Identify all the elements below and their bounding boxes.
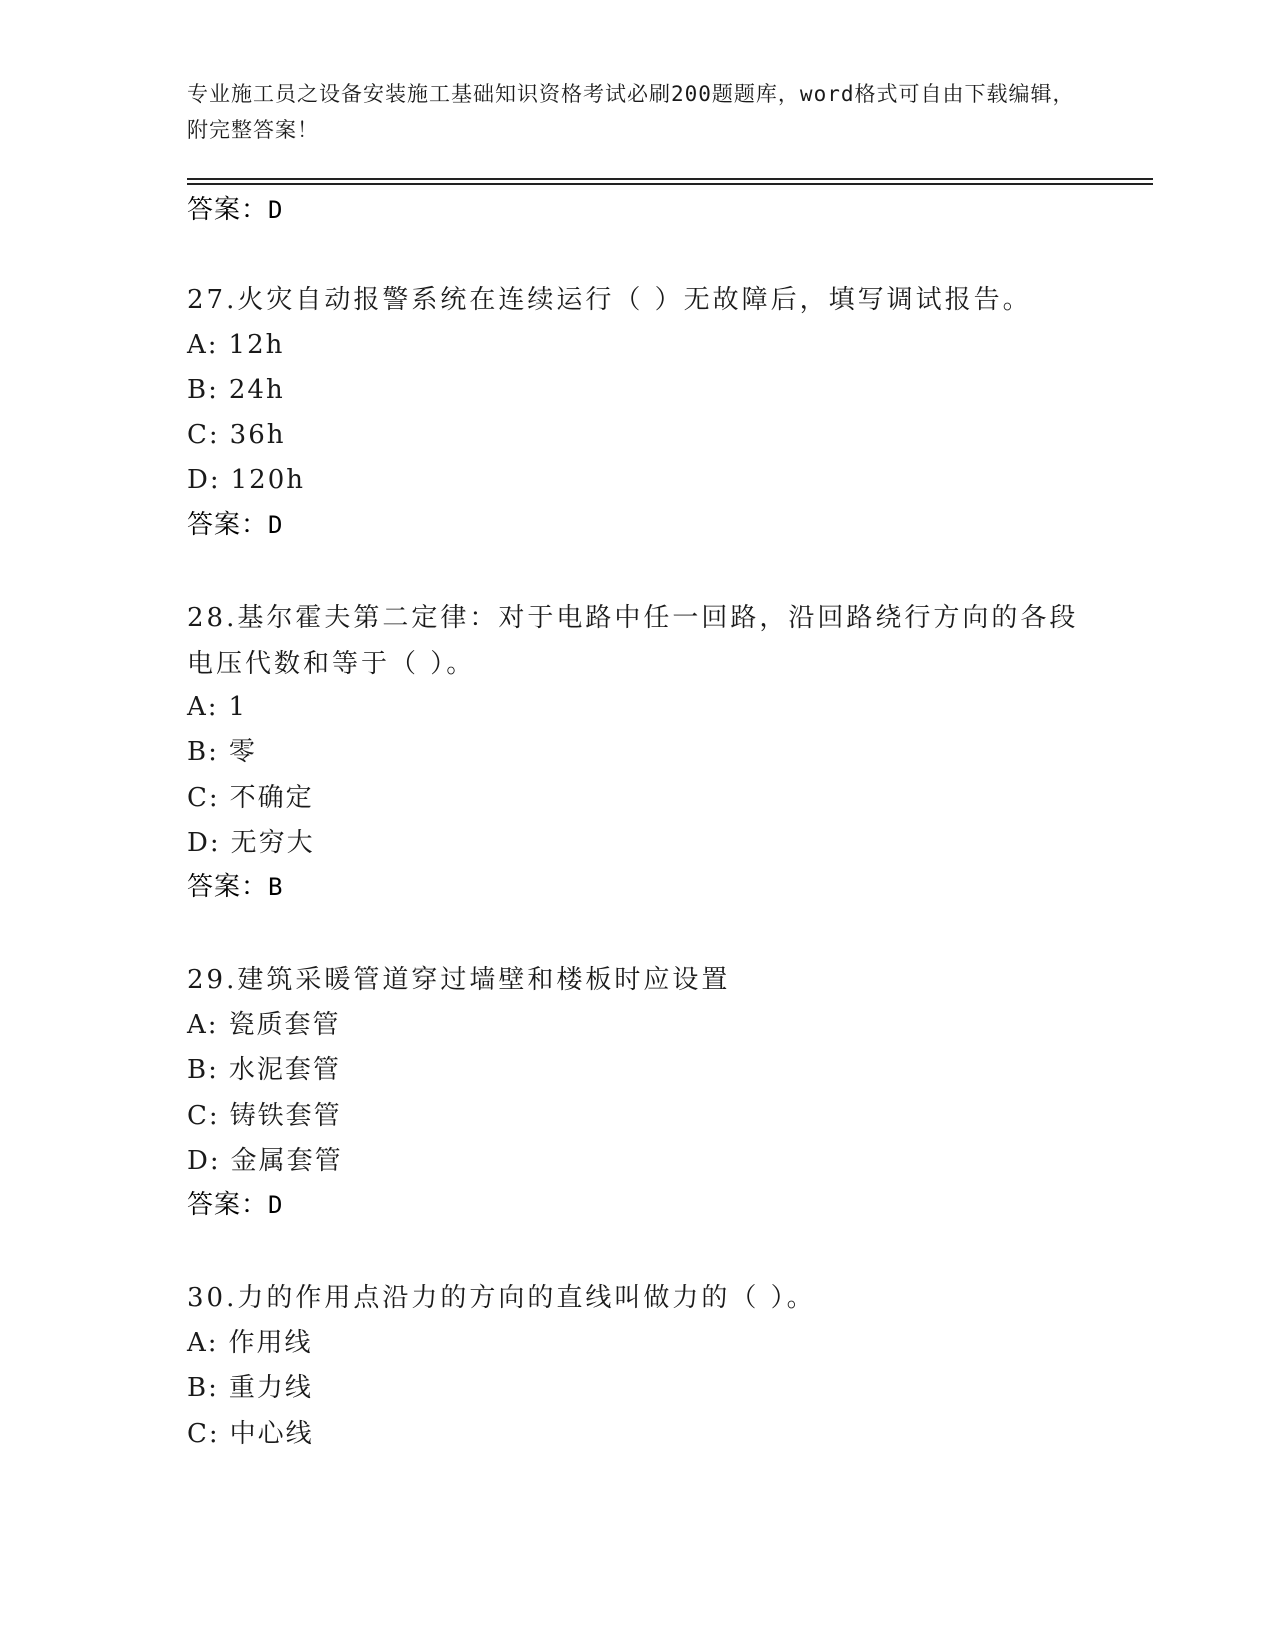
question-30-option-b xyxy=(187,1371,313,1405)
answer-label: 答案： xyxy=(187,872,269,902)
previous-answer xyxy=(187,193,283,227)
option-text: 水泥套管 xyxy=(228,1055,341,1085)
question-27-option-b xyxy=(187,373,285,407)
question-27-answer xyxy=(187,508,283,542)
option-key: A: xyxy=(187,692,219,722)
question-28-option-b xyxy=(187,735,257,769)
option-key: B: xyxy=(187,375,219,405)
option-key: C: xyxy=(187,420,220,450)
answer-value: B xyxy=(268,873,284,901)
question-30-option-c xyxy=(187,1417,314,1451)
question-29-stem: 29.建筑采暖管道穿过墙壁和楼板时应设置 xyxy=(187,965,731,995)
option-key: D: xyxy=(187,828,221,858)
option-key: B: xyxy=(187,737,219,767)
question-27-option-d xyxy=(187,463,305,497)
option-text: 36h xyxy=(229,420,286,450)
option-text: 不确定 xyxy=(229,783,314,813)
answer-label: 答案： xyxy=(187,510,269,540)
option-key: B: xyxy=(187,1055,219,1085)
option-text: 重力线 xyxy=(228,1373,313,1403)
question-29-option-a xyxy=(187,1008,341,1042)
option-key: D: xyxy=(187,1146,221,1176)
option-text: 铸铁套管 xyxy=(229,1101,342,1131)
question-29-option-b xyxy=(187,1053,341,1087)
question-29-option-d xyxy=(187,1144,343,1178)
option-text: 24h xyxy=(228,375,285,405)
question-29-option-c xyxy=(187,1099,342,1133)
option-text: 12h xyxy=(228,330,285,360)
option-text: 作用线 xyxy=(228,1328,313,1358)
question-30-option-a xyxy=(187,1326,313,1360)
question-30-stem: 30.力的作用点沿力的方向的直线叫做力的（ ）。 xyxy=(187,1283,816,1313)
option-text: 零 xyxy=(228,737,257,767)
answer-label: 答案： xyxy=(187,1190,269,1220)
option-key: C: xyxy=(187,1419,220,1449)
answer-value: D xyxy=(268,1191,284,1219)
question-28-option-d xyxy=(187,826,315,860)
option-text: 中心线 xyxy=(229,1419,314,1449)
answer-value: D xyxy=(268,196,284,224)
header-divider-bottom xyxy=(187,183,1153,185)
answer-label: 答案： xyxy=(187,195,269,225)
question-27-option-a xyxy=(187,328,284,362)
option-key: B: xyxy=(187,1373,219,1403)
option-text: 金属套管 xyxy=(230,1146,343,1176)
option-key: C: xyxy=(187,1101,220,1131)
option-text: 120h xyxy=(230,465,305,495)
option-key: A: xyxy=(187,330,219,360)
option-key: A: xyxy=(187,1328,219,1358)
question-28-option-a xyxy=(187,690,247,724)
option-key: A: xyxy=(187,1010,219,1040)
question-27-stem: 27.火灾自动报警系统在连续运行（ ）无故障后，填写调试报告。 xyxy=(187,285,1032,315)
answer-value: D xyxy=(268,511,284,539)
option-key: C: xyxy=(187,783,220,813)
option-text: 无穷大 xyxy=(230,828,315,858)
question-29-answer xyxy=(187,1188,283,1222)
option-key: D: xyxy=(187,465,221,495)
question-28-option-c xyxy=(187,781,314,815)
option-text: 1 xyxy=(228,692,248,722)
option-text: 瓷质套管 xyxy=(228,1010,341,1040)
header-divider-top xyxy=(187,178,1153,180)
question-28-stem: 28.基尔霍夫第二定律：对于电路中任一回路，沿回路绕行方向的各段电压代数和等于（ ）。 xyxy=(187,603,1079,679)
question-27-option-c xyxy=(187,418,286,452)
document-header: 专业施工员之设备安装施工基础知识资格考试必刷200题题库，word格式可自由下载编辑，附完整答案！ xyxy=(187,82,1075,142)
question-28-answer xyxy=(187,870,283,904)
